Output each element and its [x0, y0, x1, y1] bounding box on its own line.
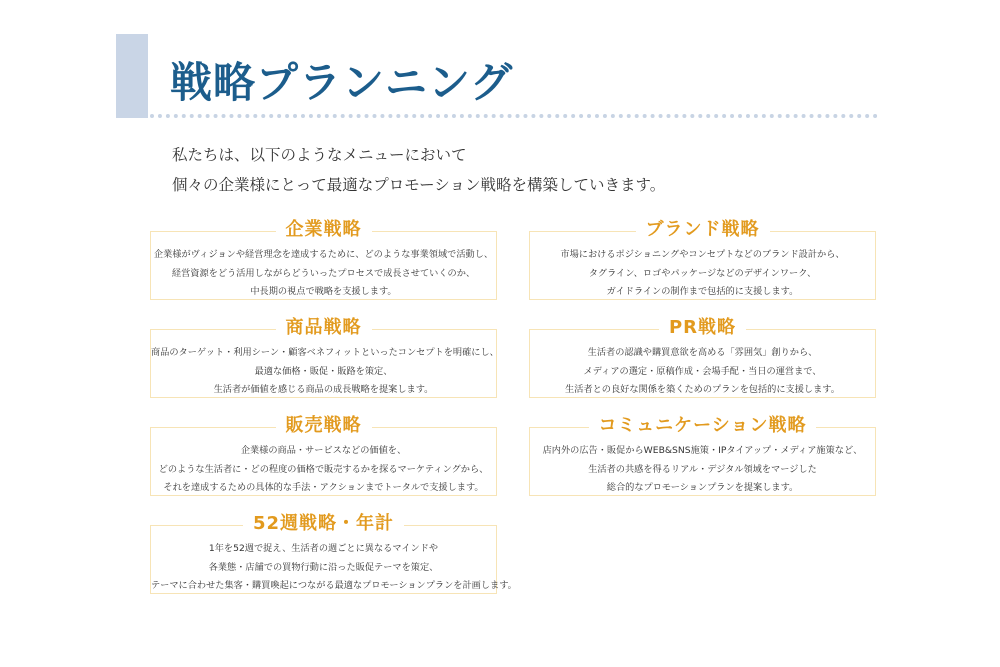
page-title: 戦略プランニング	[170, 58, 514, 107]
card-line: それを達成するための具体的な手法・アクションまでトータルで支援します。	[163, 482, 484, 493]
card-title: 52週戦略・年計	[243, 511, 404, 537]
card-product-strategy	[150, 317, 499, 398]
title-accent-bar	[116, 34, 148, 118]
card-communication-strategy	[529, 415, 876, 496]
card-line: 生活者の認識や購買意欲を高める「雰囲気」創りから、	[587, 347, 818, 358]
card-sales-strategy	[150, 415, 497, 496]
card-line: 商品のターゲット・利用シーン・顧客ベネフィットといったコンセプトを明確にし、	[151, 347, 499, 358]
card-line: どのような生活者に・どの程度の価格で販売するかを探るマーケティングから、	[158, 463, 489, 475]
card-title: PR戦略	[659, 315, 746, 341]
card-line: 店内外の広告・販促からWEB&SNS施策・IPタイアップ・メディア施策など、	[542, 445, 863, 456]
card-line: 市場におけるポジショニングやコンセプトなどのブランド設計から、	[560, 249, 845, 260]
card-line: 企業様の商品・サービスなどの価値を、	[240, 445, 407, 456]
card-line: 各業態・店舗での買物行動に沿った販促テーマを策定、	[208, 561, 439, 573]
card-corporate-strategy	[150, 219, 497, 300]
card-title: 販売戦略	[276, 413, 372, 439]
card-line: テーマに合わせた集客・購買喚起につながる最適なプロモーションプランを計画します。	[151, 580, 517, 591]
card-52week-strategy	[150, 513, 517, 594]
card-line: ガイドラインの制作まで包括的に支援します。	[606, 286, 799, 297]
card-line: メディアの選定・原稿作成・会場手配・当日の運営まで、	[583, 365, 822, 377]
intro-line: 個々の企業様にとって最適なプロモーション戦略を構築していきます。	[172, 176, 666, 194]
card-line: 企業様がヴィジョンや経営理念を達成するために、どのような事業領域で活動し、	[153, 249, 494, 260]
card-brand-strategy	[529, 219, 876, 300]
card-title: コミュニケーション戦略	[589, 413, 817, 439]
intro-text	[172, 140, 872, 200]
intro-line: 私たちは、以下のようなメニューにおいて	[172, 146, 467, 164]
card-title: ブランド戦略	[636, 217, 770, 243]
card-line: 1年を52週で捉え、生活者の週ごとに異なるマインドや	[208, 543, 439, 554]
card-line: 最適な価格・販促・販路を策定、	[254, 365, 393, 377]
card-line: 生活者が価値を感じる商品の成長戦略を提案します。	[213, 384, 434, 395]
card-pr-strategy	[529, 317, 876, 398]
card-line: 生活者との良好な関係を築くためのプランを包括的に支援します。	[565, 384, 840, 395]
card-title: 企業戦略	[276, 217, 372, 243]
card-line: 生活者の共感を得るリアル・デジタル領域をマージした	[588, 463, 817, 475]
card-title: 商品戦略	[276, 315, 372, 341]
card-line: 経営資源をどう活用しながらどういったプロセスで成長させていくのか、	[171, 267, 476, 279]
title-dotted-divider	[150, 114, 878, 118]
card-line: 総合的なプロモーションプランを提案します。	[606, 482, 799, 493]
card-line: タグライン、ロゴやパッケージなどのデザインワーク、	[588, 267, 817, 279]
card-line: 中長期の視点で戦略を支援します。	[250, 286, 397, 297]
